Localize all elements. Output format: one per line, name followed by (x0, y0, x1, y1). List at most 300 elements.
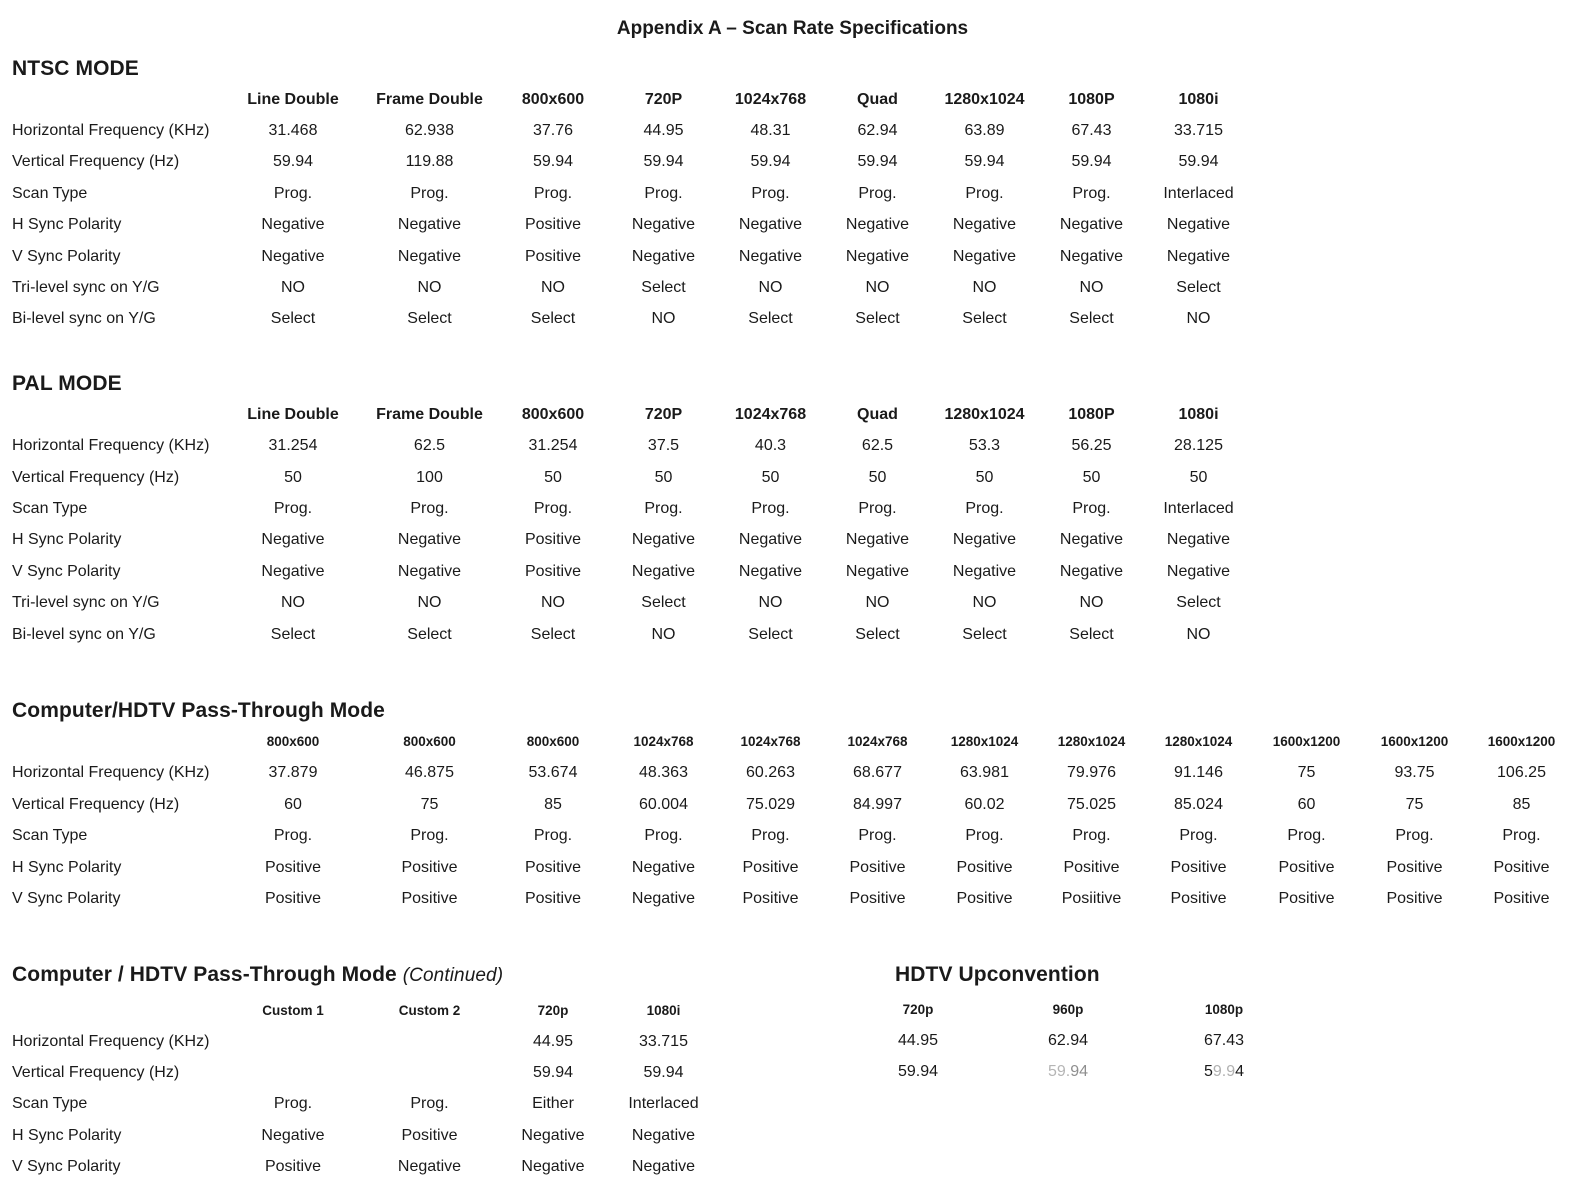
table-cell: NO (417, 279, 442, 297)
table-cell: 50 (868, 468, 887, 486)
table-row (12, 304, 1252, 335)
table-cell: Select (748, 625, 793, 643)
table-cell: 44.95 (643, 122, 684, 140)
table-cell: Select (962, 310, 1007, 328)
table-cell: Prog. (965, 184, 1004, 202)
column-header: 1280x1024 (944, 405, 1025, 423)
table-cell: Positive (524, 889, 582, 907)
table-row (12, 1120, 717, 1151)
table-cell: Negative (521, 1126, 585, 1144)
row-label: H Sync Polarity (12, 531, 122, 549)
table-row (12, 1057, 717, 1088)
table-cell: Prog. (858, 499, 897, 517)
table-cell: 50 (544, 468, 562, 486)
table-cell: Select (855, 625, 900, 643)
table-cell: Negative (261, 531, 325, 549)
column-header: 1080P (1068, 405, 1115, 423)
column-header: 720P (644, 90, 683, 108)
table-cell: 33.715 (1174, 122, 1223, 140)
row-label: H Sync Polarity (12, 216, 122, 234)
table-cell: Prog. (644, 827, 683, 845)
table-cell: Prog. (410, 184, 449, 202)
table-row (12, 272, 1252, 303)
column-header: 1080i (646, 1002, 681, 1018)
table-cell: Negative (738, 216, 803, 234)
table-cell: Select (1176, 594, 1221, 612)
table-cell: Negative (397, 531, 462, 549)
table-cell (1143, 1056, 1305, 1087)
table-cell: Prog. (533, 499, 573, 517)
table-cell: 62.938 (405, 122, 454, 140)
column-header: 800x600 (521, 90, 585, 108)
column-header: Frame Double (376, 405, 483, 423)
table-cell: Positive (1278, 858, 1335, 876)
table-cell: Negative (631, 889, 696, 907)
table-cell: 50 (761, 468, 780, 486)
table-cell: Negative (952, 247, 1017, 265)
table-cell: 40.3 (754, 437, 787, 455)
column-header: 1080i (1178, 405, 1219, 423)
table-cell: Negative (1166, 562, 1231, 580)
column-header: 1024x768 (734, 405, 807, 423)
section-hdtv-upconvention (843, 964, 1305, 1088)
table-cell (363, 1026, 496, 1057)
table-cell: Prog. (273, 499, 313, 517)
section-heading-continued-suffix: (Continued) (402, 964, 504, 986)
table-cell: NO (1186, 310, 1211, 328)
table-cell: Positive (1386, 858, 1443, 876)
table-cell: 28.125 (1174, 437, 1223, 455)
column-header: 1280x1024 (950, 734, 1019, 750)
row-label: Tri-level sync on Y/G (12, 594, 160, 612)
table-cell: 85 (1512, 795, 1531, 813)
table-cell: 75.029 (746, 795, 795, 813)
table-cell: Negative (631, 531, 696, 549)
table-cell: NO (417, 594, 442, 612)
table-cell: Prog. (1072, 827, 1111, 845)
row-label: V Sync Polarity (12, 247, 121, 265)
table-cell: Positive (264, 889, 322, 907)
table-cell: 68.677 (853, 764, 902, 782)
table-cell: Prog. (858, 827, 897, 845)
table-cell: 59.94 (532, 153, 574, 171)
table-cell: Negative (738, 531, 803, 549)
value-fragment: 94 (1070, 1063, 1089, 1081)
table-cell: 75 (420, 795, 439, 813)
table-cell: Negative (397, 247, 462, 265)
table-cell: Prog. (273, 184, 313, 202)
column-header: Custom 1 (262, 1002, 324, 1018)
table-row (12, 1026, 717, 1057)
column-header: 1600x1200 (1272, 734, 1341, 750)
table-cell: Positive (742, 858, 799, 876)
column-header: 720P (644, 405, 683, 423)
section-heading-text: Computer / HDTV Pass-Through Mode (12, 962, 397, 986)
row-label: Tri-level sync on Y/G (12, 279, 160, 297)
table-cell: Positive (524, 247, 582, 265)
table-cell: NO (651, 310, 676, 328)
section-ntsc-mode (0, 58, 1585, 335)
passthrough-mode-table (12, 726, 1575, 914)
table-cell: Negative (952, 531, 1017, 549)
table-cell: Negative (738, 562, 803, 580)
table-cell: Select (530, 625, 576, 643)
table-cell: Negative (631, 858, 696, 876)
table-cell: NO (758, 279, 783, 297)
row-label: H Sync Polarity (12, 1126, 122, 1144)
table-cell (363, 1057, 496, 1088)
column-header-row (12, 726, 1575, 757)
table-cell: 85.024 (1174, 795, 1223, 813)
table-cell: NO (865, 279, 890, 297)
table-cell: Positive (1170, 889, 1227, 907)
table-cell: 44.95 (897, 1031, 939, 1049)
table-cell: Negative (1059, 247, 1124, 265)
table-cell: 53.674 (528, 764, 578, 782)
table-cell: NO (758, 594, 783, 612)
table-row (12, 1089, 717, 1120)
table-cell: 62.94 (857, 122, 898, 140)
table-cell: NO (1079, 279, 1104, 297)
table-cell: Select (407, 310, 452, 328)
table-cell: Either (532, 1095, 574, 1113)
row-label: Scan Type (12, 1095, 88, 1113)
table-cell: 37.5 (647, 437, 680, 455)
table-cell: NO (1186, 625, 1211, 643)
table-cell: Negative (631, 562, 696, 580)
table-cell: NO (651, 625, 676, 643)
table-cell: Prog. (1287, 827, 1326, 845)
table-cell: Negative (1059, 216, 1124, 234)
row-label: Vertical Frequency (Hz) (12, 153, 180, 171)
table-cell: Negative (521, 1158, 585, 1176)
table-cell: Negative (397, 1158, 462, 1176)
section-passthrough-continued (0, 964, 1585, 1183)
table-cell: 31.254 (528, 437, 578, 455)
row-label: V Sync Polarity (12, 562, 121, 580)
row-label: Scan Type (12, 827, 88, 845)
row-label: V Sync Polarity (12, 1158, 121, 1176)
table-cell: Select (641, 279, 686, 297)
column-header: 720p (902, 1001, 934, 1017)
table-cell: Prog. (858, 184, 897, 202)
table-cell: 50 (975, 468, 994, 486)
table-cell: 59.94 (964, 153, 1005, 171)
table-cell: 67.43 (1071, 122, 1112, 140)
hdtv-upconvention-table (843, 994, 1305, 1088)
table-cell: 56.25 (1071, 437, 1112, 455)
table-cell: Negative (631, 1126, 696, 1144)
table-row (12, 462, 1252, 493)
table-cell: Positive (742, 889, 799, 907)
table-cell: Prog. (533, 827, 573, 845)
table-cell: Prog. (965, 499, 1004, 517)
table-cell: 59.94 (750, 153, 791, 171)
table-row (12, 210, 1252, 241)
table-row (12, 1152, 717, 1183)
table-cell: 60.02 (964, 795, 1005, 813)
table-row (12, 241, 1252, 272)
column-header: 1600x1200 (1380, 734, 1449, 750)
table-cell: Negative (631, 1158, 696, 1176)
column-header: 1024x768 (734, 90, 807, 108)
section-heading-hdtv-upconvention: HDTV Upconvention (895, 962, 1100, 986)
table-cell: Select (962, 625, 1007, 643)
table-cell: Positive (524, 216, 582, 234)
table-cell: Negative (631, 216, 696, 234)
table-cell: Prog. (1072, 184, 1111, 202)
table-cell: 37.76 (532, 122, 574, 140)
table-cell: 91.146 (1174, 764, 1223, 782)
bottom-sections (0, 964, 1585, 1183)
value-fragment: 4 (1235, 1063, 1245, 1081)
table-cell (993, 1056, 1143, 1087)
column-header: Quad (857, 90, 898, 108)
table-cell: 60 (1297, 795, 1316, 813)
table-cell: Negative (952, 216, 1017, 234)
table-cell: Positive (1278, 889, 1335, 907)
table-cell: Prog. (751, 499, 790, 517)
column-header: 1280x1024 (944, 90, 1025, 108)
table-row (12, 758, 1575, 789)
table-cell: Negative (261, 247, 325, 265)
table-cell: Negative (261, 216, 325, 234)
section-pal-mode (0, 373, 1585, 650)
table-cell: 60.263 (746, 764, 795, 782)
table-cell: Prog. (644, 499, 683, 517)
table-cell: 75.025 (1067, 795, 1116, 813)
table-cell: Positive (264, 1158, 322, 1176)
table-cell: Select (748, 310, 793, 328)
table-cell: 59.94 (1178, 153, 1219, 171)
table-cell: Positive (1063, 858, 1120, 876)
table-row (12, 883, 1575, 914)
table-cell: Positive (1493, 889, 1550, 907)
table-cell: Negative (261, 1126, 325, 1144)
table-row (12, 525, 1252, 556)
empty-header-cell (12, 726, 223, 757)
table-row (12, 587, 1252, 618)
table-cell: 100 (416, 468, 443, 486)
empty-header-cell (12, 995, 223, 1026)
row-label: V Sync Polarity (12, 889, 121, 907)
column-header: 1080i (1178, 90, 1219, 108)
table-cell: Select (407, 625, 452, 643)
section-heading-ntsc: NTSC MODE (12, 57, 139, 80)
table-cell: Interlaced (1163, 184, 1234, 202)
table-cell: 59.94 (643, 1064, 684, 1082)
table-cell: Positive (1386, 889, 1443, 907)
table-row (12, 147, 1252, 178)
row-label: Bi-level sync on Y/G (12, 625, 156, 643)
column-header: 1600x1200 (1487, 734, 1556, 750)
row-label: Horizontal Frequency (KHz) (12, 1032, 210, 1050)
table-cell: Prog. (644, 184, 683, 202)
table-cell: 50 (654, 468, 673, 486)
table-cell: 59.94 (643, 153, 684, 171)
table-cell: Prog. (533, 184, 573, 202)
table-cell: Positive (524, 858, 582, 876)
passthrough-continued-table (12, 995, 717, 1183)
column-header: 800x600 (266, 734, 320, 750)
column-header-row (12, 399, 1252, 430)
table-cell: Prog. (751, 184, 790, 202)
table-row (12, 820, 1575, 851)
table-cell: 59.94 (532, 1064, 574, 1082)
table-cell: Prog. (1395, 827, 1434, 845)
column-header: 1024x768 (633, 734, 694, 750)
column-header: 1080p (1204, 1001, 1244, 1017)
column-header: 1280x1024 (1164, 734, 1233, 750)
table-cell: Select (855, 310, 900, 328)
value-fragment: 59. (1047, 1063, 1071, 1081)
table-row (843, 1056, 1305, 1087)
column-header: Frame Double (376, 90, 483, 108)
table-cell: Prog. (1502, 827, 1541, 845)
table-row (12, 619, 1252, 650)
table-cell: Select (641, 594, 686, 612)
table-cell (223, 1057, 363, 1088)
table-cell: 75 (1297, 764, 1316, 782)
table-cell: 37.879 (268, 764, 318, 782)
table-cell: Positive (264, 858, 322, 876)
table-cell: Positive (401, 1126, 458, 1144)
column-header: Quad (857, 405, 898, 423)
column-header: 1280x1024 (1057, 734, 1126, 750)
column-header: 960p (1052, 1001, 1084, 1017)
table-cell: Select (1069, 625, 1114, 643)
empty-header-cell (12, 399, 223, 430)
table-cell: Prog. (1072, 499, 1111, 517)
table-cell: Prog. (273, 1095, 313, 1113)
table-cell: NO (541, 594, 565, 612)
row-label: Vertical Frequency (Hz) (12, 468, 180, 486)
table-cell: 59.94 (897, 1063, 939, 1081)
table-cell: Negative (1059, 562, 1124, 580)
row-label: H Sync Polarity (12, 858, 122, 876)
table-cell: Prog. (410, 499, 449, 517)
column-header: Custom 2 (398, 1002, 461, 1018)
row-label: Horizontal Frequency (KHz) (12, 122, 210, 140)
table-cell: 31.468 (268, 122, 318, 140)
table-cell: Select (1069, 310, 1114, 328)
table-cell: Negative (845, 247, 910, 265)
table-cell: 79.976 (1067, 764, 1116, 782)
table-cell: 119.88 (405, 153, 454, 171)
table-cell: 62.94 (1047, 1031, 1089, 1049)
table-row (12, 789, 1575, 820)
table-cell: Positive (401, 889, 458, 907)
table-cell: Prog. (751, 827, 790, 845)
table-cell: NO (1079, 594, 1104, 612)
table-cell: Negative (1166, 216, 1231, 234)
table-row (12, 493, 1252, 524)
table-cell: 46.875 (405, 764, 454, 782)
table-cell: Select (1176, 279, 1221, 297)
table-cell: Negative (1166, 247, 1231, 265)
value-fragment: 5 (1203, 1063, 1213, 1081)
table-cell: Negative (952, 562, 1017, 580)
table-cell: 53.3 (968, 437, 1001, 455)
table-cell: Interlaced (1163, 499, 1234, 517)
table-cell: 62.5 (413, 437, 446, 455)
table-cell: Prog. (410, 827, 449, 845)
table-cell: NO (541, 279, 565, 297)
table-cell: Negative (1166, 531, 1231, 549)
table-cell: 63.89 (964, 122, 1005, 140)
table-row (12, 115, 1252, 146)
column-header: 1024x768 (847, 734, 908, 750)
table-cell: Negative (845, 562, 910, 580)
row-label: Scan Type (12, 184, 88, 202)
table-cell: Positive (956, 858, 1013, 876)
table-cell: Positive (401, 858, 458, 876)
section-heading-passthrough-continued (12, 964, 1585, 987)
table-cell: Negative (397, 562, 462, 580)
table-cell: Negative (261, 562, 325, 580)
table-row (12, 431, 1252, 462)
table-cell: 48.31 (750, 122, 791, 140)
table-cell: Prog. (1179, 827, 1218, 845)
table-cell: 50 (284, 468, 302, 486)
pal-mode-table (12, 399, 1252, 650)
column-header: Line Double (247, 405, 339, 423)
table-cell: 84.997 (853, 795, 902, 813)
column-header: Line Double (247, 90, 339, 108)
table-cell: NO (972, 279, 997, 297)
ntsc-mode-table (12, 84, 1252, 335)
row-label: Vertical Frequency (Hz) (12, 795, 180, 813)
table-cell: 60 (284, 795, 302, 813)
column-header: 800x600 (526, 734, 580, 750)
table-cell: 33.715 (639, 1032, 688, 1050)
table-cell: 106.25 (1497, 764, 1546, 782)
table-cell: 44.95 (532, 1032, 574, 1050)
table-row (12, 178, 1252, 209)
table-cell: Positive (1170, 858, 1227, 876)
table-cell: 48.363 (639, 764, 688, 782)
table-cell: Negative (397, 216, 462, 234)
table-cell: 93.75 (1394, 764, 1435, 782)
column-header: 800x600 (403, 734, 456, 750)
table-cell: 59.94 (1071, 153, 1112, 171)
table-cell: 62.5 (861, 437, 894, 455)
table-cell: 60.004 (639, 795, 688, 813)
table-row (843, 1025, 1305, 1056)
column-header: 800x600 (521, 405, 585, 423)
table-cell: Select (270, 625, 316, 643)
table-cell: Negative (845, 216, 910, 234)
table-cell: Select (530, 310, 576, 328)
table-cell: 59.94 (272, 153, 314, 171)
table-cell: Positive (849, 858, 906, 876)
table-cell: 67.43 (1203, 1031, 1245, 1049)
column-header: 720p (537, 1002, 569, 1018)
table-cell: Negative (738, 247, 803, 265)
table-cell: Prog. (273, 827, 313, 845)
section-passthrough-mode (0, 700, 1585, 914)
column-header-row (12, 84, 1252, 115)
row-label: Bi-level sync on Y/G (12, 310, 156, 328)
table-cell (223, 1026, 363, 1057)
table-cell: Prog. (965, 827, 1004, 845)
column-header: 1024x768 (740, 734, 801, 750)
column-header-row (843, 994, 1305, 1025)
table-cell: NO (281, 279, 305, 297)
table-cell: 63.981 (960, 764, 1009, 782)
table-cell: Positive (849, 889, 906, 907)
table-cell: NO (865, 594, 890, 612)
